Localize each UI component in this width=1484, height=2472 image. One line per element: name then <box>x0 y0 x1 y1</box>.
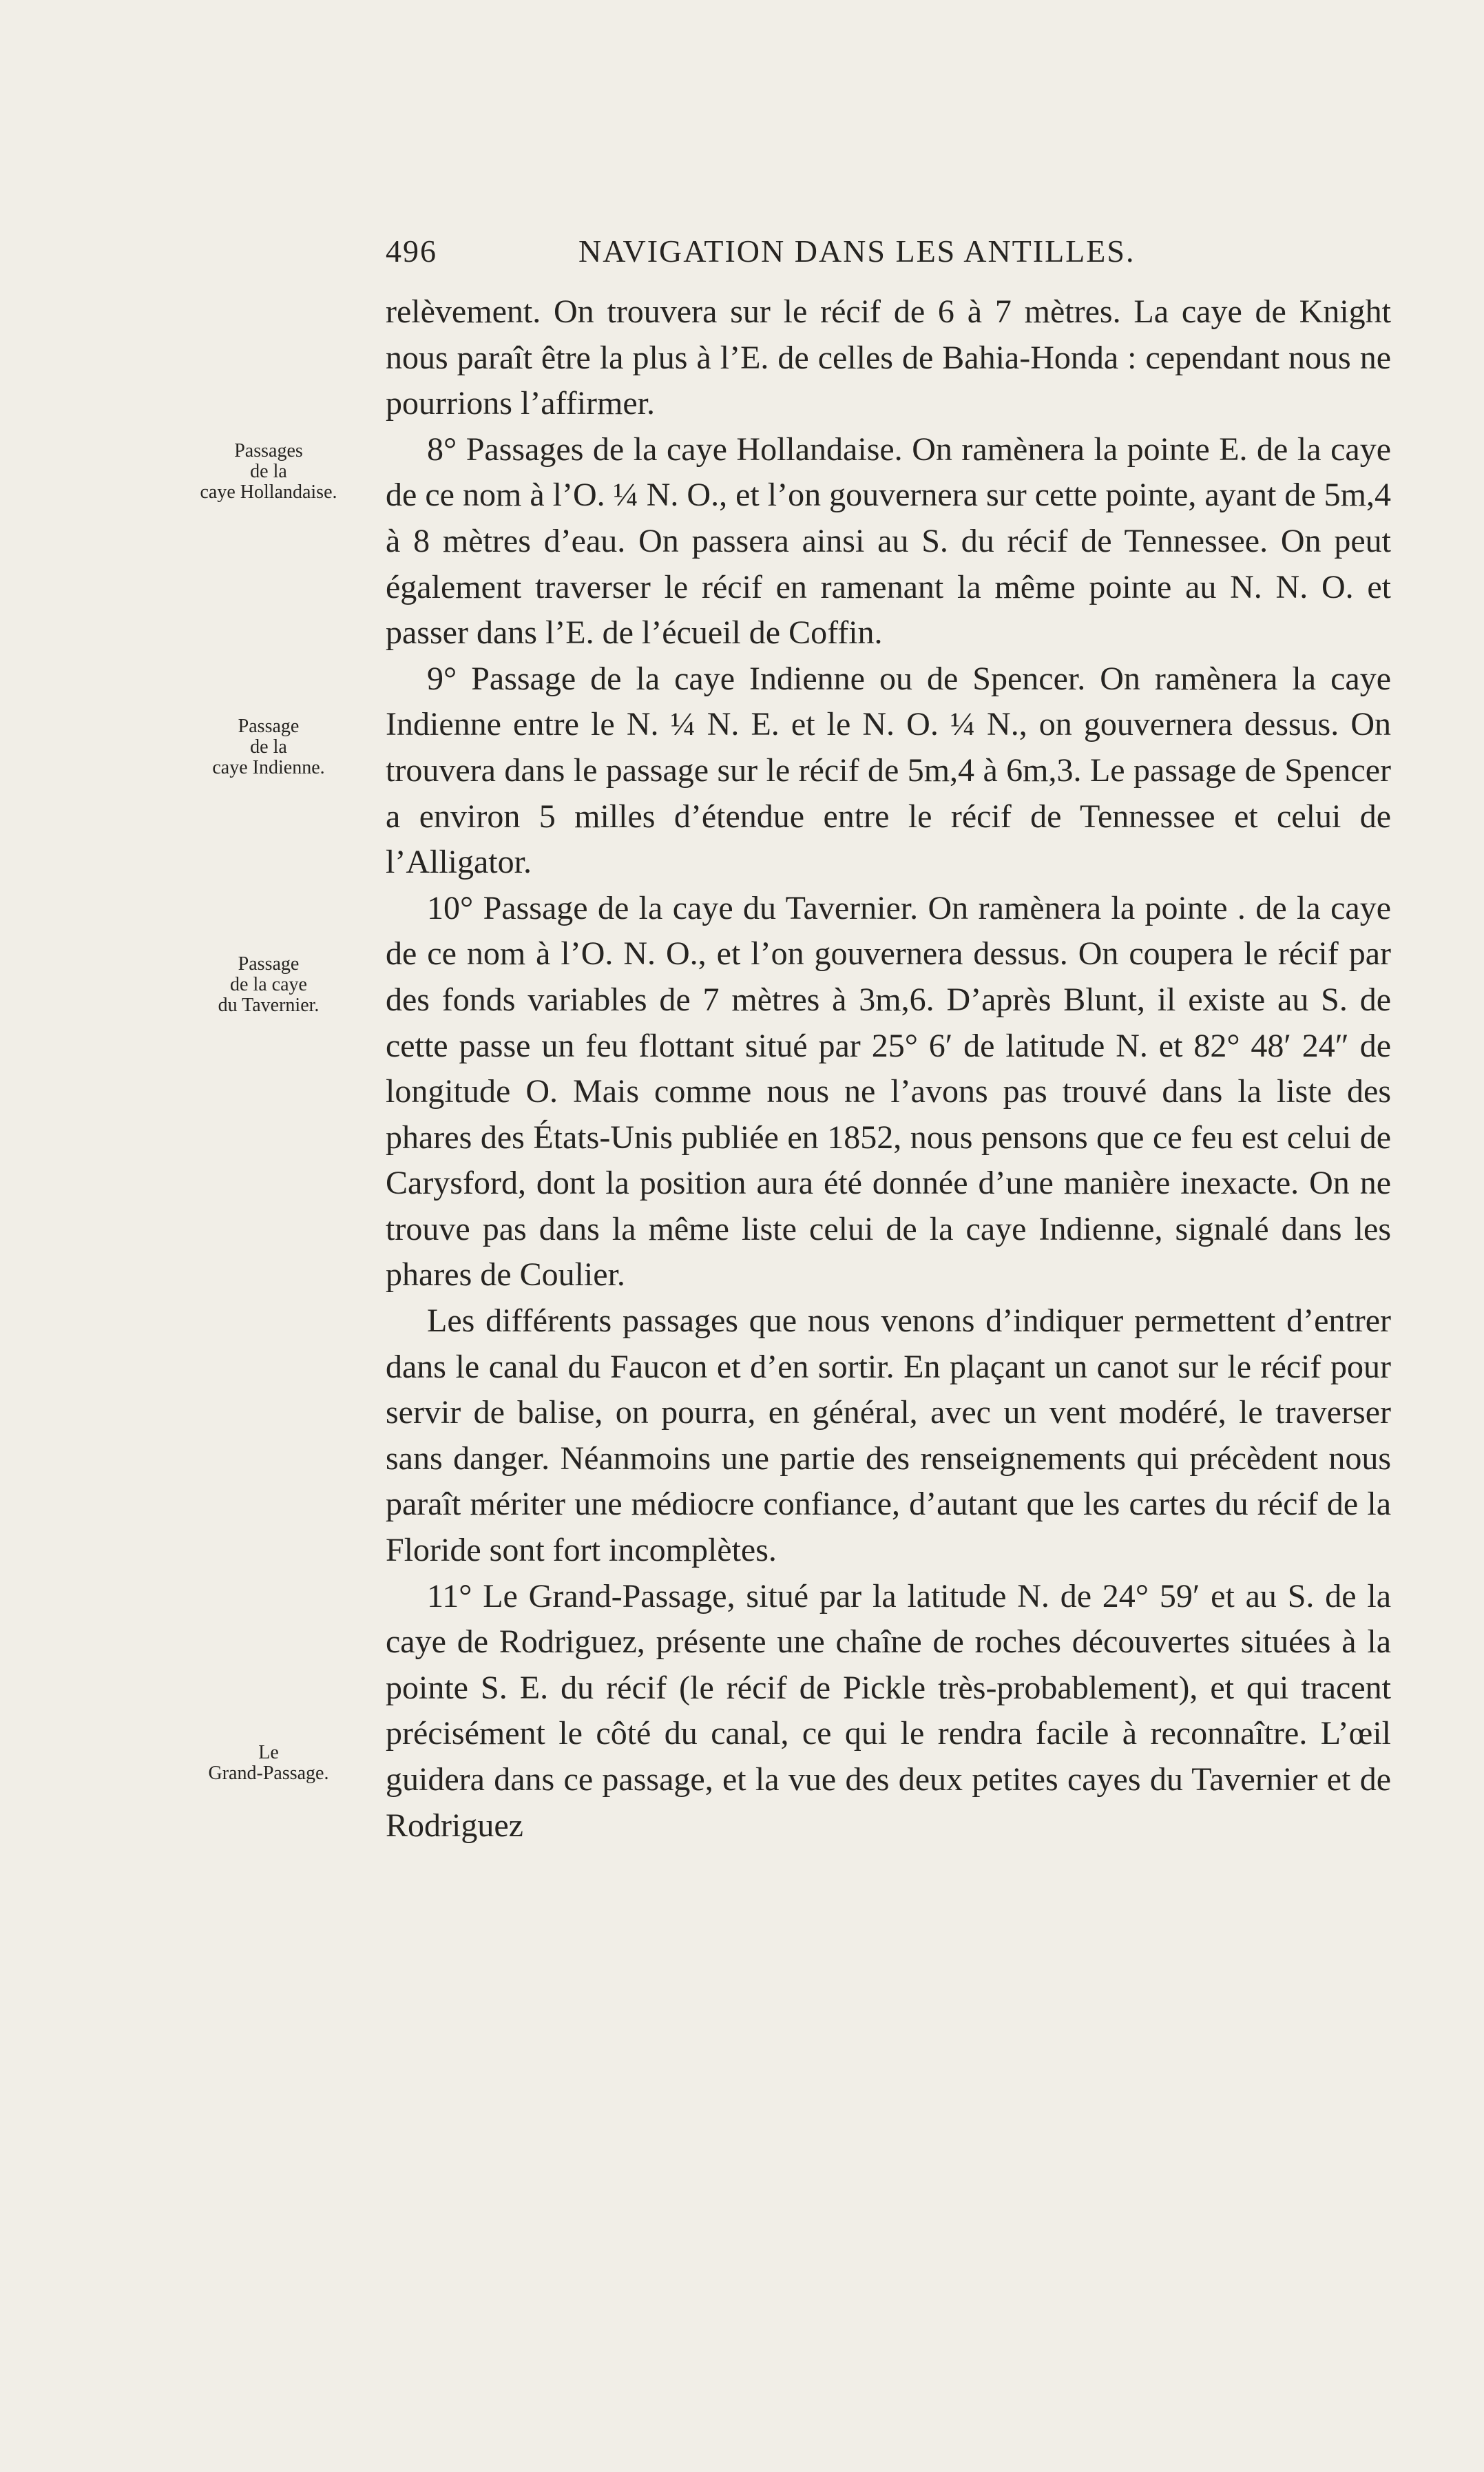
margin-note-line: Grand-Passage. <box>208 1763 329 1784</box>
margin-note-caye-tavernier <box>172 954 365 1016</box>
paragraph-passage-10: 10° Passage de la caye du Tavernier. On ramènera la pointe . de la caye de ce nom à l’O. N. O., et l’on gouvernera dessus. On coupera le récif par des fonds variables de 7 mètres à 3m,6. D’après Blunt, il existe au S. de cette passe un feu flottant situé par 25° 6′ de latitude N. et 82° 48′ 24″ de longitude O. Mais comme nous ne l’avons pas trouvé dans la liste des phares des États-Unis publiée en 1852, nous pensons que ce feu est celui de Carysford, dont la position aura été donnée d’une manière inexacte. On ne trouve pas dans la même liste celui de la caye Indienne, signalé dans les phares de Coulier. <box>386 889 1391 1294</box>
body-text <box>386 289 1391 1849</box>
margin-note-line: Passage <box>238 716 300 737</box>
running-header <box>386 227 1391 276</box>
margin-note-line: de la <box>250 736 287 758</box>
margin-note-line: caye Indienne. <box>212 757 325 778</box>
margin-note-line: de la <box>250 461 287 482</box>
margin-note-line: du Tavernier. <box>218 995 320 1016</box>
margin-note-line: de la caye <box>230 974 307 995</box>
page-number: 496 <box>386 233 437 269</box>
margin-note-caye-indienne <box>172 716 365 778</box>
paragraph-passage-11: 11° Le Grand-Passage, situé par la latitude N. de 24° 59′ et au S. de la caye de Rodriguez, présente une chaîne de roches découvertes situées à la pointe S. E. du récif (le récif de Pickle très-probablement), et qui tracent précisément le côté du canal, ce qui le rendra facile à reconnaître. L’œil guidera dans ce passage, et la vue des deux petites cayes du Tavernier et de Rodriguez <box>386 1577 1391 1844</box>
margin-note-line: Passage <box>238 953 300 975</box>
paragraph-passage-9: 9° Passage de la caye Indienne ou de Spencer. On ramènera la caye Indienne entre le N. ¼ N. E. et le N. O. ¼ N., on gouvernera dessus. On trouvera dans le passage sur le récif de 5m,4 à 6m,3. Le passage de Spencer a environ 5 milles d’étendue entre le récif de Tennessee et celui de l’Alligator. <box>386 660 1391 881</box>
paragraph-general-remarks: Les différents passages que nous venons d’indiquer permettent d’entrer dans le canal du Faucon et d’en sortir. En plaçant un canot sur le récif pour servir de balise, on pourra, en général, avec un vent modéré, le traverser sans danger. Néanmoins une partie des renseignements qui précèdent nous paraît mériter une médiocre confiance, d’autant que les cartes du récif de la Floride sont fort incomplètes. <box>386 1302 1391 1569</box>
margin-note-line: Le <box>258 1742 279 1763</box>
margin-note-line: caye Hollandaise. <box>200 481 337 503</box>
paragraph-continuation: relèvement. On trouvera sur le récif de 6 à 7 mètres. La caye de Knight nous paraît être la plus à l’E. de celles de Bahia-Honda : cependant nous ne pourrions l’affirmer. <box>386 293 1391 422</box>
paragraph-passage-8: 8° Passages de la caye Hollandaise. On ramènera la pointe E. de la caye de ce nom à l’O. ¼ N. O., et l’on gouvernera sur cette pointe, ayant de 5m,4 à 8 mètres d’eau. On passera ainsi au S. du récif de Tennessee. On peut également traverser le récif en ramenant la même pointe au N. N. O. et passer dans l’E. de l’écueil de Coffin. <box>386 430 1391 652</box>
margin-note-line: Passages <box>234 440 303 461</box>
running-title: NAVIGATION DANS LES ANTILLES. <box>578 233 1136 269</box>
margin-note-grand-passage <box>172 1743 365 1784</box>
margin-note-caye-hollandaise <box>172 441 365 503</box>
